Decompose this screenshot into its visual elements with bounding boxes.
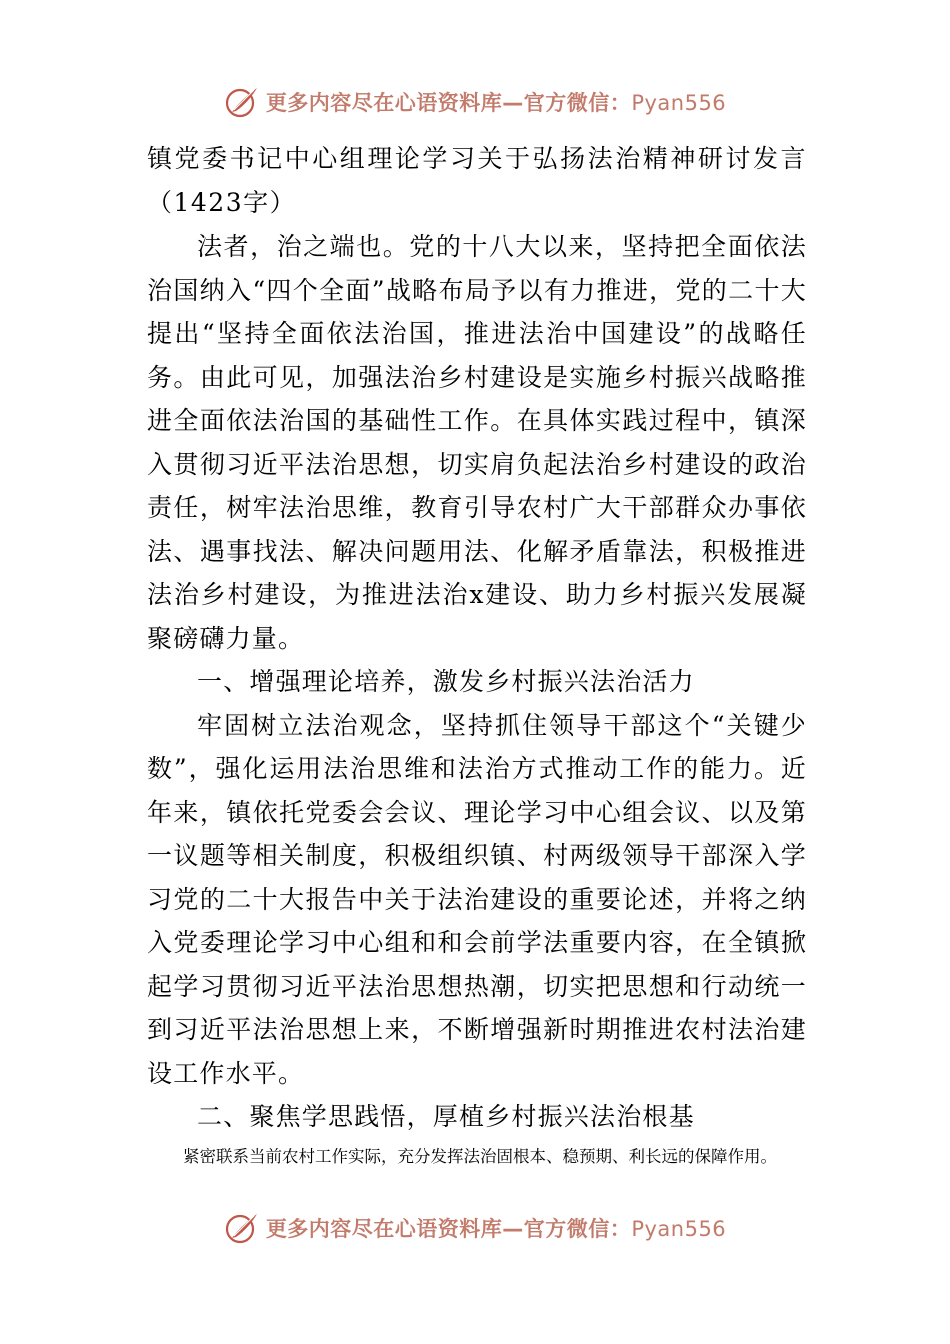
quill-pen-logo-icon xyxy=(224,84,260,120)
intro-paragraph: 法者，治之端也。党的十八大以来，坚持把全面依法治国纳入“四个全面”战略布局予以有力推进，党的二十大提出“坚持全面依法治国，推进法治中国建设”的战略任务。由此可见，加强法治乡村建设是实施乡村振兴战略推进全面依法治国的基础性工作。在具体实践过程中，镇深入贯彻习近平法治思想，切实肩负起法治乡村建设的政治责任，树牢法治思维，教育引导农村广大干部群众办事依法、遇事找法、解决问题用法、化解矛盾靠法，积极推进法治乡村建设，为推进法治x建设、助力乡村振兴发展凝聚磅礴力量。 xyxy=(147,232,807,653)
section-paragraph-1: 牢固树立法治观念，坚持抓住领导干部这个“关键少数”，强化运用法治思维和法治方式推动工作的能力。近年来，镇依托党委会会议、理论学习中心组会议、以及第一议题等相关制度，积极组织镇、村两级领导干部深入学习党的二十大报告中关于法治建设的重要论述，并将之纳入党委理论学习中心组和和会前学法重要内容，在全镇掀起学习贯彻习近平法治思想热潮，切实把思想和行动统一到习近平法治思想上来，不断增强新时期推进农村法治建设工作水平。 xyxy=(147,710,807,1088)
header-watermark-banner xyxy=(0,82,950,122)
section-paragraph-2: 紧密联系当前农村工作实际，充分发挥法治固根本、稳预期、利长远的保障作用。 xyxy=(183,1146,777,1166)
banner-text: 更多内容尽在心语资料库—官方微信：Pyan556 xyxy=(265,91,727,115)
banner-text: 更多内容尽在心语资料库—官方微信：Pyan556 xyxy=(265,1217,727,1241)
document-body xyxy=(147,137,807,1175)
section-heading-2: 二、聚焦学思践悟，厚植乡村振兴法治根基 xyxy=(197,1102,695,1131)
document-title: 镇党委书记中心组理论学习关于弘扬法治精神研讨发言（1423字） xyxy=(147,144,807,217)
quill-pen-logo-icon xyxy=(224,1210,260,1246)
section-heading-1: 一、增强理论培养，激发乡村振兴法治活力 xyxy=(197,667,695,696)
footer-watermark-banner xyxy=(0,1208,950,1248)
